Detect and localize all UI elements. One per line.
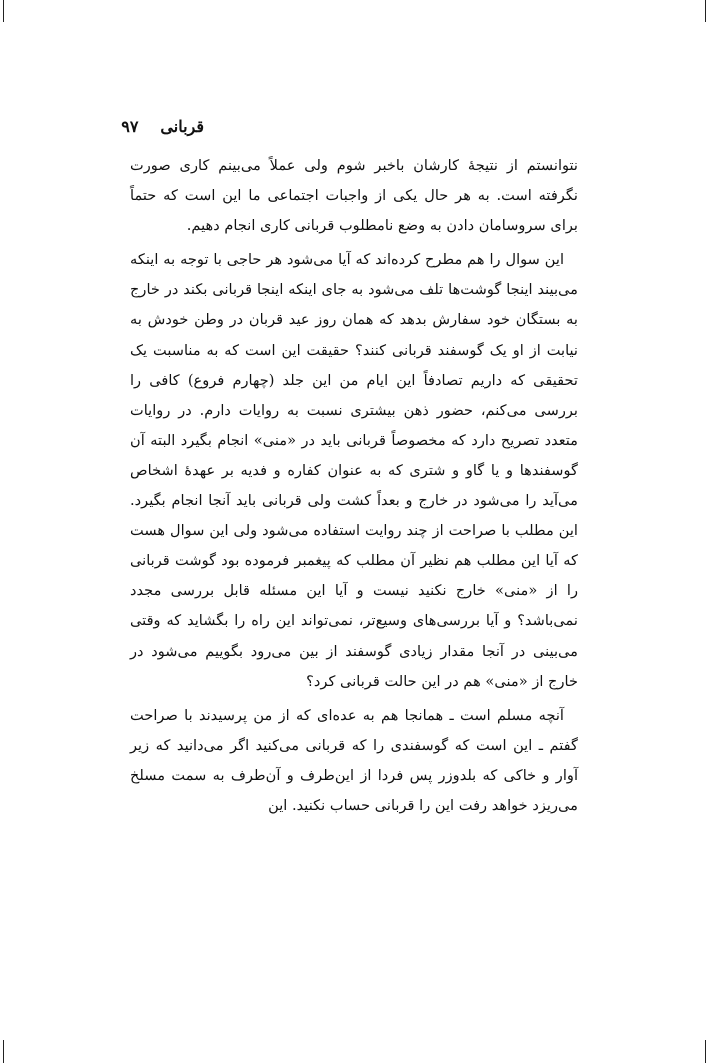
running-head-title: قربانی bbox=[160, 116, 204, 136]
crop-mark-bottom-left bbox=[3, 1040, 4, 1063]
crop-mark-top-left bbox=[3, 0, 4, 22]
crop-mark-top-right bbox=[705, 0, 706, 22]
paragraph-2: این سوال را هم مطرح کرده‌اند که آیا می‌شود هر حاجی با توجه به اینکه می‌بیند اینجا گوشت‌ها تلف می‌شود به جای اینکه اینجا قربانی بکند در خارج به بستگان خود سفارش بدهد که همان روز عید قربان در وطن خودش به نیابت از او یک گوسفند قربانی کنند؟ حقیقت این است که به مناسبت یک تحقیقی که داریم تصادفاً این ایام من این جلد (چهارم فروع) کافی را بررسی می‌کنم، حضور ذهن بیشتری نسبت به روایات دارم. در روایات متعدد تصریح دارد که مخصوصاً قربانی باید در «منی» انجام بگیرد البته آن گوسفندها و یا گاو و شتری که به عنوان کفاره و فدیه بر عهدهٔ اشخاص می‌آید را می‌شود در خارج و بعداً کشت ولی قربانی باید آنجا انجام بگیرد. این مطلب با صراحت از چند روایت استفاده می‌شود ولی این سوال هست که آیا این مطلب هم نظیر آن مطلب که پیغمبر فرموده بود گوشت قربانی را از «منی» خارج نکنید نیست و آیا این مسئله قابل بررسی مجدد نمی‌باشد؟ و آیا بررسی‌های وسیع‌تر، نمی‌تواند این راه را بگشاید که وقتی می‌بینی در آنجا مقدار زیادی گوسفند از بین می‌رود بگوییم می‌شود در خارج از «منی» هم در این حالت قربانی کرد؟ bbox=[130, 251, 578, 690]
running-head bbox=[84, 113, 204, 139]
page-number: ۹۷ bbox=[121, 116, 139, 136]
paragraph-3: آنچه مسلم است ـ همانجا هم به عده‌ای که از من پرسیدند با صراحت گفتم ـ این است که گوسفندی را که قربانی می‌کنید اگر می‌دانید که زیر آوار و خاکی که بلدوزر پس فردا از این‌طرف و آن‌طرف به سمت مسلخ می‌ریزد خواهد رفت این را قربانی حساب نکنید. این bbox=[130, 706, 578, 814]
body-text bbox=[130, 151, 578, 825]
crop-mark-bottom-right bbox=[705, 1040, 706, 1063]
paragraph-1: نتوانستم از نتیجهٔ کارشان باخبر شوم ولی عملاً می‌بینم کاری صورت نگرفته است. به هر حال یکی از واجبات اجتماعی ما این است که حتماً برای سروسامان دادن به وضع نامطلوب قربانی کاری انجام دهیم. bbox=[130, 157, 578, 235]
